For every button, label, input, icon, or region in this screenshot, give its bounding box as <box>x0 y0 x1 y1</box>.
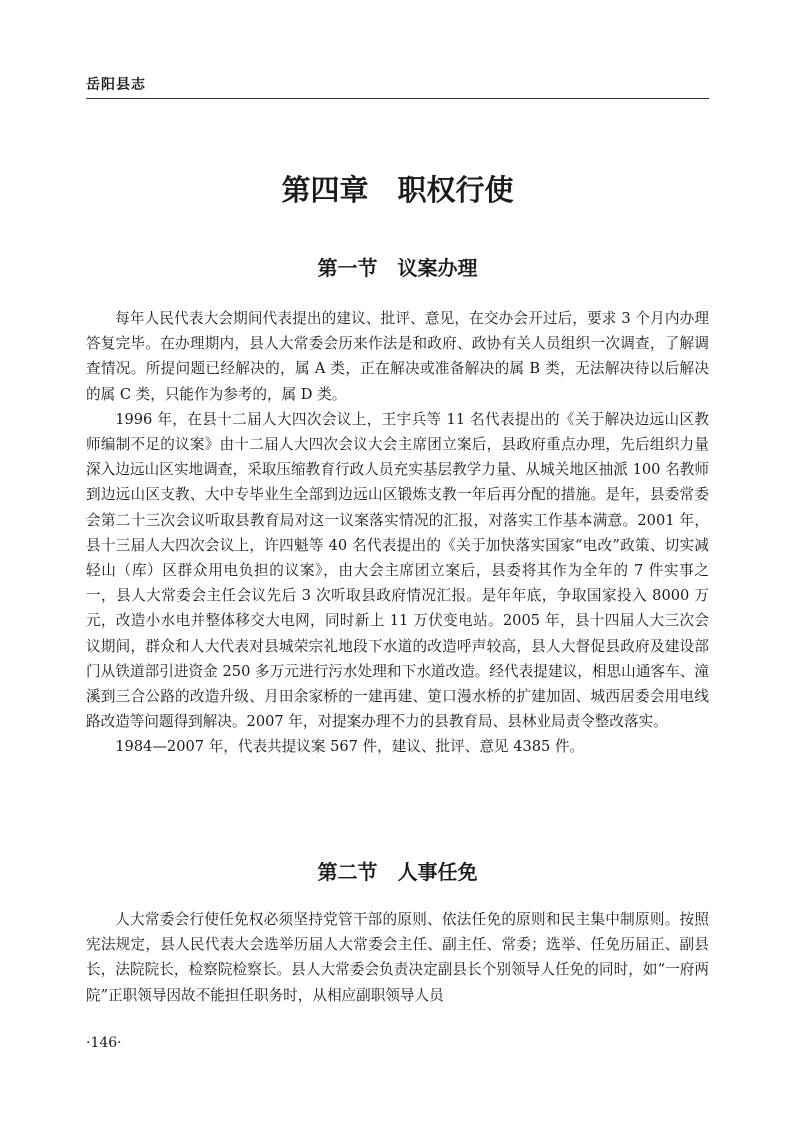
paragraph: 1984—2007 年，代表共提议案 567 件，建议、批评、意见 4385 件。 <box>115 738 585 756</box>
section-2-body <box>86 907 709 1008</box>
chapter-title: 第四章 职权行使 <box>281 173 514 207</box>
running-head-title: 岳阳县志 <box>86 77 146 93</box>
section-title-2: 第二节 人事任免 <box>317 860 478 884</box>
paragraph: 每年人民代表大会期间代表提出的建议、批评、意见，在交办会开过后，要求 3 个月内办理答复完毕。在办理期内，县人大常委会历来作法是和政府、政协有关人员组织一次调查，了解调查情况。所提问题已经解决的，属 A 类，正在解决或准备解决的属 B 类，无法解决待以后解决的属 C 类，只能作为参考的，属 D 类。 <box>86 310 709 403</box>
header-rule <box>86 98 709 99</box>
section-1-body <box>86 306 709 760</box>
page-number: ·146· <box>86 1035 122 1051</box>
section-title-1: 第一节 议案办理 <box>317 256 478 280</box>
paragraph: 人大常委会行使任免权必须坚持党管干部的原则、依法任免的原则和民主集中制原则。按照宪法规定，县人民代表大会选举历届人大常委会主任、副主任、常委；选举、任免历届正、副县长，法院院长，检察院检察长。县人大常委会负责决定副县长个别领导人任免的同时，如“一府两院”正职领导因故不能担任职务时，从相应副职领导人员 <box>86 911 709 1004</box>
paragraph: 1996 年，在县十二届人大四次会议上，王宇兵等 11 名代表提出的《关于解决边远山区教师编制不足的议案》由十二届人大四次会议大会主席团立案后，县政府重点办理，先后组织力量深入边远山区实地调查，采取压缩教育行政人员充实基层教学力量、从城关地区抽派 100 名教师到边远山区支教、大中专毕业生全部到边远山区锻炼支教一年后再分配的措施。是年，县委常委会第二十三次会议听取县教育局对这一议案落实情况的汇报，对落实工作基本满意。2001 年，县十三届人大四次会议上，许四魁等 40 名代表提出的《关于加快落实国家“电改”政策、切实减轻山（库）区群众用电负担的议案》，由大会主席团立案后，县委将其作为全年的 7 件实事之一，县人大常委会主任会议先后 3 次听取县政府情况汇报。是年年底，争取国家投入 8000 万元，改造小水电并整体移交大电网，同时新上 11 万伏变电站。2005 年，县十四届人大三次会议期间，群众和人大代表对县城荣宗礼地段下水道的改造呼声较高，县人大督促县政府及建设部门从铁道部引进资金 250 多万元进行污水处理和下水道改造。经代表提建议，相思山通客车、潼溪到三合公路的改造升级、月田余家桥的一建再建、筻口漫水桥的扩建加固、城西居委会用电线路改造等问题得到解决。2007 年，对提案办理不力的县教育局、县林业局责令整改落实。 <box>86 410 709 731</box>
